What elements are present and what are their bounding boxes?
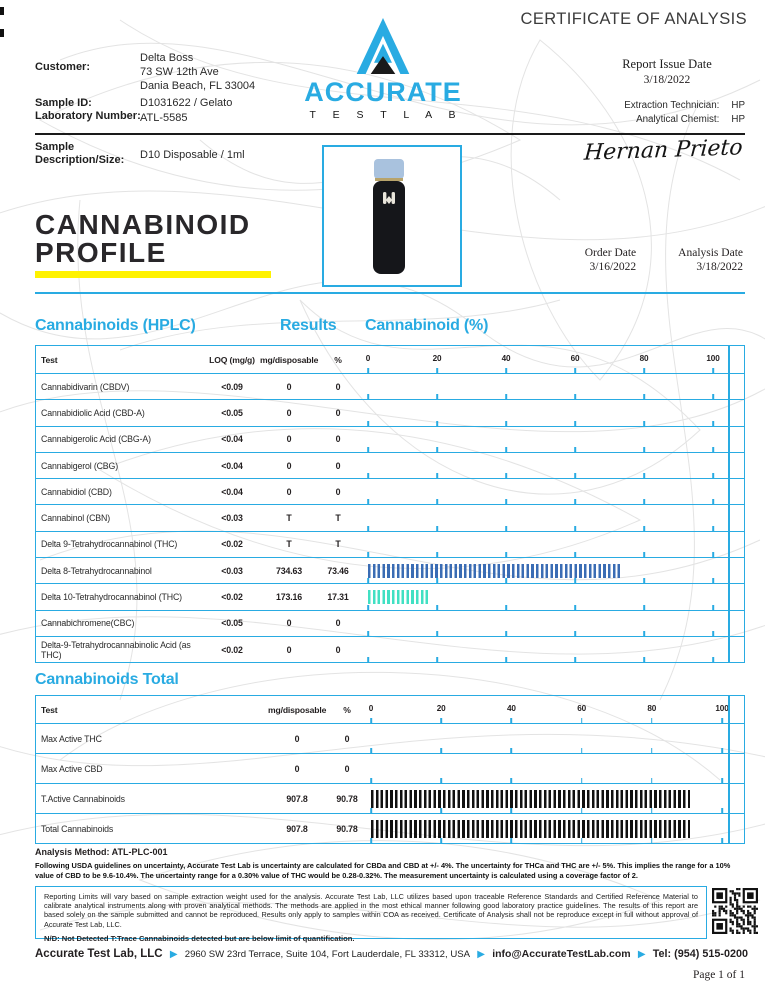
loq-cell: <0.03 [221, 565, 243, 576]
mg-cell: 0 [286, 434, 292, 445]
chart-right-border [728, 346, 730, 662]
pct-cell: 0 [344, 763, 350, 774]
row-chart-cell [356, 479, 744, 504]
row-chart-cell [356, 637, 744, 662]
separator-arrow-icon: ▶ [637, 948, 646, 960]
usda-uncertainty-note: Following USDA guidelines on uncertainty, Accurate Test Lab is uncertainty are calculated for CBDa and CBD at +/- 4%. The uncertainty for THCa and THC are +/- 5%. This implies the range for a 10% value of CBD to be 9.6-10.4%. The uncertainty range for a 0.30% value of THC would be 0.28-0.32%. The measurement uncertainty is calculated using a coverage factor of 2. [35, 861, 731, 880]
section-divider [35, 292, 745, 294]
footer-company: Accurate Test Lab, LLC [35, 948, 163, 960]
test-name-cell: Max Active THC [41, 733, 102, 744]
loq-cell: <0.02 [221, 539, 243, 550]
table-row [36, 723, 744, 753]
row-chart-cell [366, 784, 744, 813]
axis-tick [581, 838, 583, 843]
pct-cell: 0 [335, 618, 341, 629]
page-number: Page 1 of 1 [692, 969, 745, 981]
table-row [36, 452, 744, 478]
axis-tick [511, 838, 513, 843]
report-issue-date-label: Report Issue Date [622, 57, 712, 71]
analysis-date-value: 3/18/2022 [696, 261, 743, 273]
pct-cell: 0 [335, 407, 341, 418]
mg-cell: 0 [286, 381, 292, 392]
loq-cell: <0.04 [221, 434, 243, 445]
row-chart-cell [356, 374, 744, 399]
axis-tick-label: 40 [506, 704, 516, 713]
footer-address: 2960 SW 23rd Terrace, Suite 104, Fort Lauderdale, FL 33312, USA [184, 948, 471, 960]
table-row [36, 813, 744, 843]
column-header-test: Test [41, 354, 58, 365]
loq-cell: <0.02 [221, 592, 243, 603]
axis-tick-label: 0 [368, 704, 374, 713]
hplc-axis-labels [356, 346, 744, 373]
sample-id-value: D1031622 / Gelato [140, 97, 233, 109]
hplc-table [35, 345, 745, 663]
pct-cell: T [335, 513, 341, 524]
pct-cell: 73.46 [327, 565, 349, 576]
analytical-chemist-label: Analytical Chemist: [636, 114, 720, 125]
vape-pen-image [324, 147, 456, 281]
reporting-limits-text: Reporting Limits will vary based on sample extraction weight used for the analysis. Accurate Test Lab, LLC utilizes based upon traceable Reference Standards and Certified Reference Material to calibrate analytical instruments along with proven analytical methods. The methods are applied in the most ethical manner following good laboratory practice guidelines. The results of this report are based solely on the sample submitted and cannot be reproduced. Results only apply to samples within COA as received. Certificate of Analysis shall not be reproduce except in full without approval of Accurate Test Lab, LLC. [44, 892, 698, 929]
test-name-cell: Max Active CBD [41, 763, 103, 774]
profile-title [35, 211, 251, 267]
sample-description-label [35, 141, 124, 167]
mg-cell: 173.16 [275, 592, 302, 603]
pct-cell: T [335, 539, 341, 550]
axis-tick-label: 100 [706, 354, 720, 363]
test-name-cell: Cannabinol (CBN) [41, 513, 110, 524]
table-row [36, 504, 744, 530]
pct-cell: 0 [335, 486, 341, 497]
value-bar [368, 590, 428, 604]
mg-cell: 907.8 [286, 793, 308, 804]
extraction-technician-value: HP [731, 100, 745, 111]
sample-description-label-line1: Sample [35, 141, 75, 153]
logo-brand-text: ACCURATE [304, 77, 462, 107]
report-issue-date-block [597, 57, 737, 86]
footer-bar [20, 948, 748, 960]
row-chart-cell [356, 505, 744, 530]
test-name-cell: Cannabichromene(CBC) [41, 618, 135, 629]
test-name-cell: Cannabidiolic Acid (CBD-A) [41, 407, 145, 418]
axis-tick [721, 838, 723, 843]
footer-email: info@AccurateTestLab.com [492, 948, 631, 960]
axis-tick [651, 838, 653, 843]
axis-tick-label: 80 [647, 704, 657, 713]
loq-cell: <0.05 [221, 618, 243, 629]
test-name-cell: Total Cannabinoids [41, 823, 114, 834]
loq-cell: <0.05 [221, 407, 243, 418]
row-chart-cell [356, 584, 744, 609]
loq-cell: <0.04 [221, 460, 243, 471]
mg-cell: 0 [286, 460, 292, 471]
value-bar [368, 564, 621, 578]
row-chart-cell [356, 427, 744, 452]
loq-cell: <0.09 [221, 381, 243, 392]
chart-right-border [728, 696, 730, 843]
column-header-test: Test [41, 704, 58, 715]
print-mark [0, 29, 4, 37]
column-header-pct: % [343, 704, 351, 715]
customer-name: Delta Boss [140, 52, 194, 64]
test-name-cell: Cannabigerolic Acid (CBG-A) [41, 434, 151, 445]
disclaimer-box [35, 886, 707, 943]
axis-tick [712, 657, 714, 662]
mg-cell: 0 [286, 486, 292, 497]
axis-tick-label: 20 [432, 354, 442, 363]
axis-tick-label: 40 [501, 354, 511, 363]
axis-tick [505, 657, 507, 662]
header-divider [35, 133, 745, 135]
test-name-cell: T.Active Cannabinoids [41, 793, 125, 804]
pct-cell: 17.31 [327, 592, 349, 603]
table-row [36, 399, 744, 425]
table-row [36, 373, 744, 399]
sample-description-label-line2: Description/Size: [35, 154, 125, 166]
axis-tick [436, 657, 438, 662]
column-header-pct: % [334, 354, 342, 365]
value-bar [371, 820, 690, 838]
separator-arrow-icon: ▶ [169, 948, 178, 960]
product-photo [322, 145, 462, 287]
table-row [36, 783, 744, 813]
row-chart-cell [356, 611, 744, 636]
table-row [36, 583, 744, 609]
report-issue-date-value: 3/18/2022 [643, 74, 691, 86]
mg-cell: 0 [294, 763, 300, 774]
row-chart-cell [356, 558, 744, 583]
mg-cell: 734.63 [275, 565, 302, 576]
sample-description-value: D10 Disposable / 1ml [140, 149, 245, 161]
lab-logo [303, 18, 463, 121]
totals-table-body [36, 723, 744, 843]
test-name-cell: Cannabidiol (CBD) [41, 486, 112, 497]
title-highlight-bar [35, 271, 271, 278]
print-mark [0, 7, 4, 15]
technician-block [495, 100, 745, 128]
laboratory-number-value: ATL-5585 [140, 112, 188, 124]
mg-cell: 907.8 [286, 823, 308, 834]
laboratory-number-label: Laboratory Number: [35, 110, 141, 122]
profile-title-line2: PROFILE [35, 237, 167, 268]
column-header-mg: mg/disposable [260, 354, 319, 365]
column-header-mg: mg/disposable [268, 704, 327, 715]
row-chart-cell [356, 400, 744, 425]
analysis-method: Analysis Method: ATL-PLC-001 [35, 847, 168, 857]
separator-arrow-icon: ▶ [477, 948, 485, 960]
test-name-cell: Cannabigerol (CBG) [41, 460, 118, 471]
footer-phone: Tel: (954) 515-0200 [652, 948, 748, 960]
pct-cell: 0 [335, 381, 341, 392]
totals-table [35, 695, 745, 844]
table-row [36, 753, 744, 783]
results-title: Results [280, 317, 337, 334]
axis-tick-label: 80 [639, 354, 649, 363]
extraction-technician-label: Extraction Technician: [624, 100, 720, 111]
axis-tick-label: 100 [715, 704, 729, 713]
pct-cell: 0 [335, 460, 341, 471]
axis-tick-label: 20 [436, 704, 446, 713]
customer-address-2: Dania Beach, FL 33004 [140, 80, 256, 92]
table-row [36, 478, 744, 504]
hplc-table-body [36, 373, 744, 662]
table-row [36, 636, 744, 662]
customer-address-1: 73 SW 12th Ave [140, 66, 219, 78]
table-row [36, 531, 744, 557]
axis-tick-label: 60 [577, 704, 586, 713]
certificate-title: CERTIFICATE OF ANALYSIS [520, 10, 747, 28]
column-header-loq: LOQ (mg/g) [209, 354, 255, 365]
row-chart-cell [366, 814, 744, 843]
axis-tick [367, 657, 369, 662]
loq-cell: <0.03 [221, 513, 243, 524]
table-row [36, 557, 744, 583]
hplc-section-header [35, 317, 745, 339]
test-name-cell: Delta-9-Tetrahydrocannabinolic Acid (as THC) [41, 639, 191, 660]
loq-cell: <0.02 [221, 644, 243, 655]
axis-tick [643, 657, 645, 662]
loq-cell: <0.04 [221, 486, 243, 497]
pct-cell: 0 [335, 434, 341, 445]
table-row [36, 610, 744, 636]
customer-label: Customer: [35, 61, 91, 73]
row-chart-cell [366, 754, 744, 783]
hplc-section-title: Cannabinoids (HPLC) [35, 317, 196, 334]
lab-logo-triangle-icon [354, 18, 412, 74]
test-name-cell: Delta 9-Tetrahydrocannabinol (THC) [41, 539, 178, 550]
sample-id-label: Sample ID: [35, 97, 92, 109]
value-bar [371, 790, 690, 808]
axis-tick [440, 838, 442, 843]
axis-tick-label: 60 [570, 354, 580, 363]
axis-tick [370, 838, 372, 843]
row-chart-cell [356, 532, 744, 557]
signature: Hernan Prieto [583, 135, 744, 166]
pct-cell: 0 [335, 644, 341, 655]
test-name-cell: Delta 10-Tetrahydrocannabinol (THC) [41, 592, 182, 603]
mg-cell: T [286, 513, 292, 524]
order-date-value: 3/16/2022 [589, 261, 637, 273]
totals-section-title: Cannabinoids Total [35, 671, 179, 688]
mg-cell: T [286, 539, 292, 550]
nd-trace-note: N/D: Not Detected T:Trace Cannabinoids detected but are below limit of quantification. [44, 933, 355, 943]
profile-title-line1: CANNABINOID [35, 209, 251, 240]
customer-value [140, 51, 255, 93]
mg-cell: 0 [286, 407, 292, 418]
totals-axis-labels [366, 696, 744, 723]
mg-cell: 0 [294, 733, 300, 744]
cannabinoid-percent-title: Cannabinoid (%) [365, 317, 489, 334]
logo-subtitle-text: T E S T L A B [309, 109, 463, 121]
test-name-cell: Delta 8-Tetrahydrocannabinol [41, 565, 152, 576]
mg-cell: 0 [286, 644, 292, 655]
pct-cell: 0 [344, 733, 350, 744]
table-row [36, 426, 744, 452]
order-date-label: Order Date [584, 247, 637, 259]
totals-table-header [36, 696, 744, 723]
axis-tick [574, 657, 576, 662]
axis-tick-label: 0 [365, 354, 371, 363]
pct-cell: 90.78 [336, 793, 358, 804]
dates-block [585, 247, 743, 273]
row-chart-cell [356, 453, 744, 478]
qr-code [712, 888, 758, 934]
test-name-cell: Cannabidivarin (CBDV) [41, 381, 130, 392]
hplc-table-header [36, 346, 744, 373]
row-chart-cell [366, 724, 744, 753]
analytical-chemist-value: HP [731, 114, 745, 125]
mg-cell: 0 [286, 618, 292, 629]
pct-cell: 90.78 [336, 823, 358, 834]
analysis-date-label: Analysis Date [678, 247, 743, 259]
